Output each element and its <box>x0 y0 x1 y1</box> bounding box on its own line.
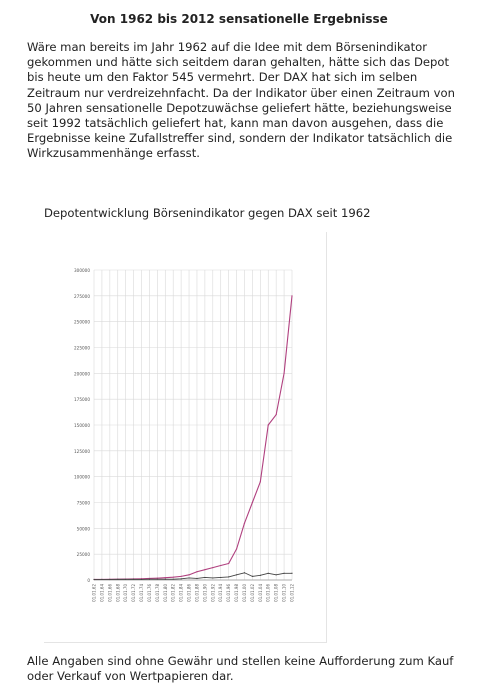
y-axis-ticks <box>74 268 90 583</box>
data-point <box>276 574 277 575</box>
data-point <box>260 481 261 482</box>
data-point <box>204 569 205 570</box>
data-point <box>212 567 213 568</box>
x-tick-label: 01.01.08 <box>273 584 279 602</box>
y-tick-label: 0 <box>87 578 90 583</box>
x-tick-label: 01.01.64 <box>99 584 105 602</box>
x-tick-label: 01.01.72 <box>131 584 137 602</box>
x-tick-label: 01.01.68 <box>115 584 121 602</box>
data-point <box>283 373 284 374</box>
chart-image-frame <box>44 232 327 643</box>
y-tick-label: 225000 <box>74 345 90 351</box>
y-tick-label: 50000 <box>76 526 90 532</box>
data-point <box>252 576 253 577</box>
x-tick-label: 01.01.80 <box>162 584 168 602</box>
x-tick-label: 01.01.94 <box>218 584 224 602</box>
x-tick-label: 01.01.70 <box>123 584 129 602</box>
data-point <box>236 548 237 549</box>
data-point <box>109 579 110 580</box>
data-point <box>133 579 134 580</box>
x-tick-label: 01.01.74 <box>139 584 145 602</box>
data-point <box>228 576 229 577</box>
data-point <box>149 579 150 580</box>
y-tick-label: 200000 <box>74 371 90 377</box>
data-point <box>196 571 197 572</box>
x-tick-label: 01.01.02 <box>249 584 255 602</box>
y-tick-label: 175000 <box>74 397 90 403</box>
x-tick-label: 01.01.78 <box>154 584 160 602</box>
intro-paragraph: Wäre man bereits im Jahr 1962 auf die Idee mit dem Börsenindikator gekommen und hätte sich seitdem daran gehalten, hätte sich das Depot bis heute um den Faktor 545 vermehrt. Der DAX hat sich im selben Zeitraum nur verdreizehnfacht. Da der Indikator über einen Zeitraum von 50 Jahren sensationelle Depotzuwächse geliefert hätte, beziehungsweise seit 1992 tatsächlich geliefert hat, kann man davon ausgehen, dass die Ergebnisse keine Zufallstreffer sind, sondern der Indikator tatsächlich die Wirkzusammenhänge erfasst. <box>27 40 455 161</box>
x-tick-label: 01.01.92 <box>210 584 216 602</box>
y-tick-label: 150000 <box>74 423 90 428</box>
x-tick-label: 01.01.84 <box>178 584 184 602</box>
data-point <box>188 577 189 578</box>
data-point <box>101 579 102 580</box>
x-tick-label: 01.01.90 <box>202 584 208 602</box>
data-point <box>93 579 94 580</box>
data-point <box>125 579 126 580</box>
x-tick-label: 01.01.96 <box>226 584 232 602</box>
data-point <box>220 577 221 578</box>
data-point <box>283 573 284 574</box>
data-point <box>157 579 158 580</box>
data-point <box>260 575 261 576</box>
data-point <box>181 576 182 577</box>
data-point <box>204 577 205 578</box>
x-tick-label: 01.01.88 <box>194 584 200 602</box>
y-tick-label: 300000 <box>74 268 90 273</box>
chart-grid <box>94 270 292 580</box>
data-point <box>252 502 253 503</box>
data-point <box>268 573 269 574</box>
data-point <box>141 579 142 580</box>
data-point <box>196 578 197 579</box>
data-point <box>268 424 269 425</box>
x-axis-ticks <box>92 584 295 602</box>
data-point <box>173 579 174 580</box>
data-point <box>244 523 245 524</box>
y-tick-label: 100000 <box>74 474 90 480</box>
data-point <box>220 565 221 566</box>
data-point <box>165 577 166 578</box>
x-tick-label: 01.01.12 <box>289 584 295 602</box>
data-point <box>228 563 229 564</box>
y-tick-label: 275000 <box>74 293 90 299</box>
disclaimer-text: Alle Angaben sind ohne Gewähr und stellen keine Aufforderung zum Kauf oder Verkauf von Wertpapieren dar. <box>27 654 454 684</box>
x-tick-label: 01.01.86 <box>186 584 192 602</box>
data-point <box>212 577 213 578</box>
data-point <box>188 574 189 575</box>
x-tick-label: 01.01.62 <box>91 584 97 602</box>
x-tick-label: 01.01.76 <box>146 584 152 602</box>
page-title: Von 1962 bis 2012 sensationelle Ergebnisse <box>90 12 388 26</box>
indicator-series-line <box>94 296 292 580</box>
data-point <box>173 577 174 578</box>
data-point <box>291 295 292 296</box>
chart-series <box>93 295 292 580</box>
y-tick-label: 250000 <box>74 319 90 325</box>
x-tick-label: 01.01.66 <box>107 584 113 602</box>
x-tick-label: 01.01.82 <box>170 584 176 602</box>
x-tick-label: 01.01.04 <box>257 584 263 602</box>
depot-chart <box>44 232 326 642</box>
data-point <box>291 573 292 574</box>
x-tick-label: 01.01.06 <box>265 584 271 602</box>
data-point <box>181 578 182 579</box>
x-tick-label: 01.01.10 <box>281 584 287 602</box>
y-tick-label: 125000 <box>74 448 90 454</box>
data-point <box>236 574 237 575</box>
data-point <box>157 578 158 579</box>
y-tick-label: 75000 <box>76 500 90 506</box>
data-point <box>244 572 245 573</box>
chart-caption: Depotentwicklung Börsenindikator gegen DAX seit 1962 <box>44 206 371 220</box>
data-point <box>165 579 166 580</box>
x-tick-label: 01.01.00 <box>241 584 247 602</box>
data-point <box>276 414 277 415</box>
y-tick-label: 25000 <box>76 552 90 558</box>
x-tick-label: 01.01.98 <box>234 584 240 602</box>
data-point <box>117 579 118 580</box>
